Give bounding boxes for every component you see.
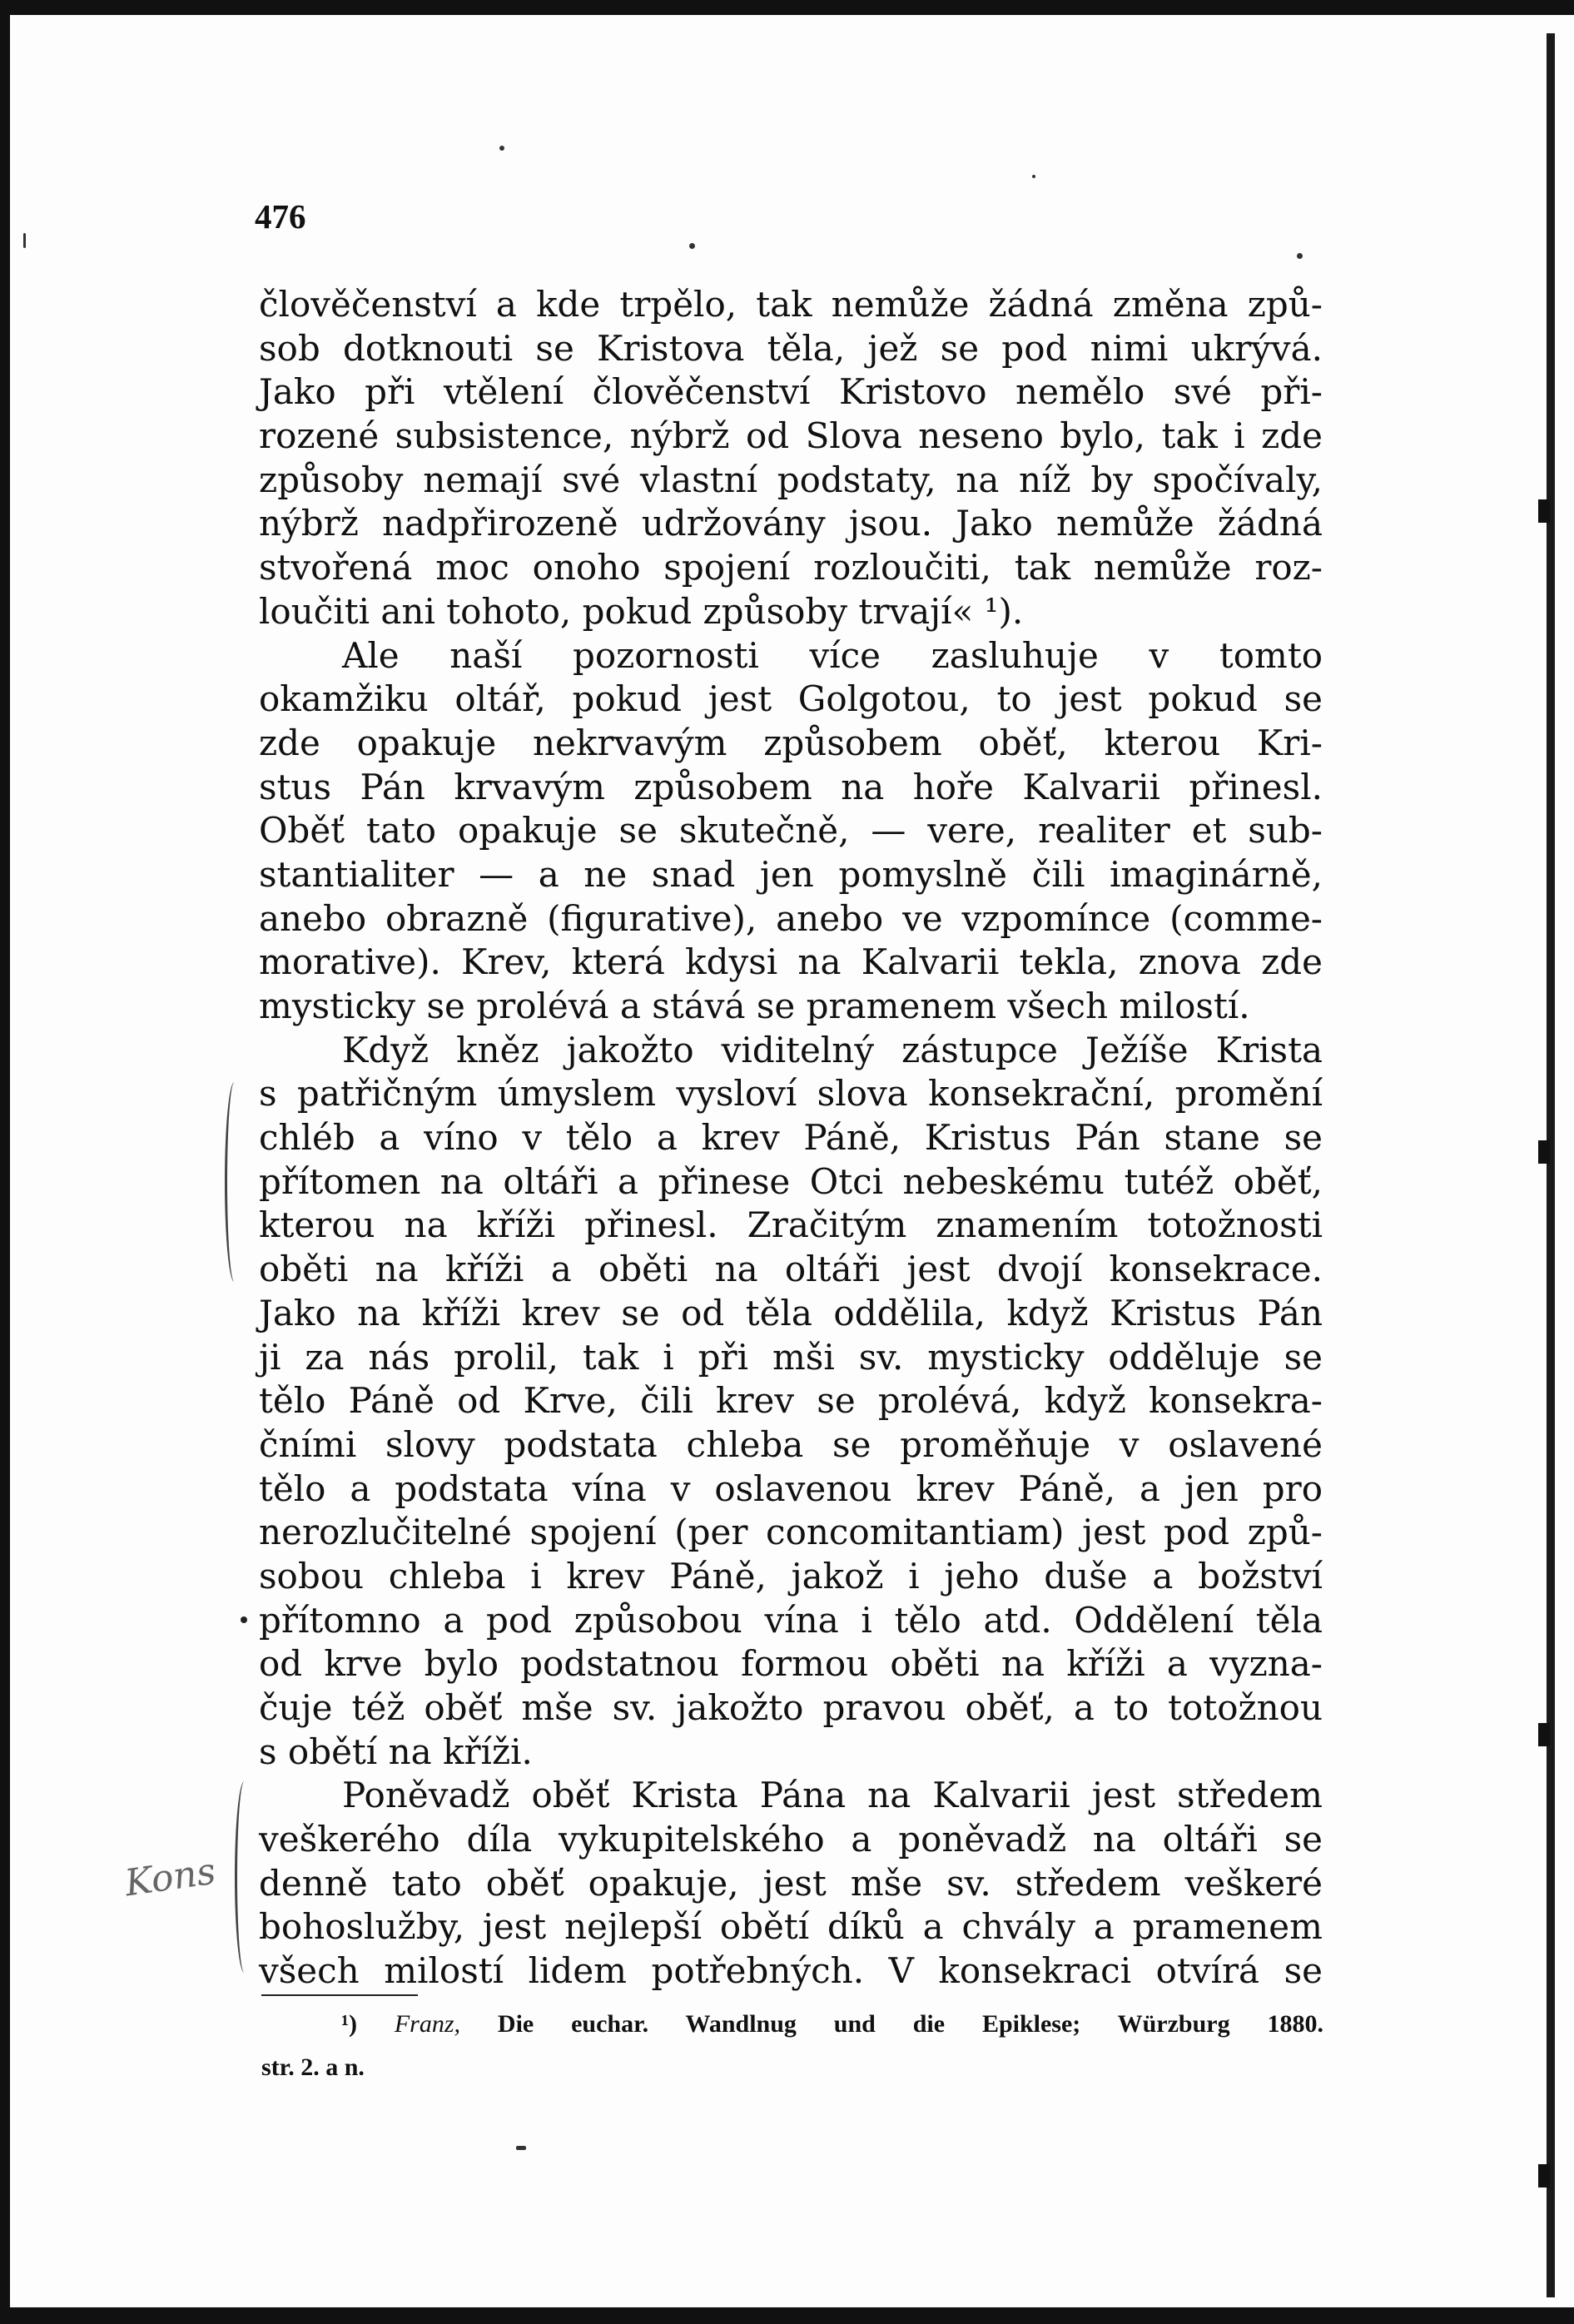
- text-line: přítomen na oltáři a přinese Otci nebeskému tutéž oběť,: [259, 1160, 1323, 1202]
- text-line: stantialiter — a ne snad jen pomyslně čili imaginárně,: [259, 853, 1323, 895]
- scan-speck: [1297, 253, 1303, 259]
- text-line: Oběť tato opakuje se skutečně, — vere, realiter et sub-: [259, 810, 1323, 852]
- text-line: s patřičným úmyslem vysloví slova konsekrační, promění: [259, 1073, 1323, 1115]
- scan-speck: [1032, 175, 1035, 178]
- text-line: všech milostí lidem potřebných. V konsekraci otvírá se: [259, 1950, 1323, 1992]
- text-line: nerozlučitelné spojení (per concomitantiam) jest pod způ-: [259, 1512, 1323, 1553]
- text-line: sobou chleba i krev Páně, jakož i jeho duše a božství: [259, 1555, 1323, 1597]
- footnote-line: [261, 2003, 1323, 2046]
- text-line: oběti na kříži a oběti na oltáři jest dvojí konsekrace.: [259, 1249, 1323, 1290]
- footnote-citation: Die euchar. Wandlnug und die Epiklese; Würzburg 1880.: [497, 2010, 1323, 2038]
- scan-border-bottom: [0, 2307, 1574, 2324]
- margin-bracket: [235, 1781, 254, 1973]
- margin-handwritten-note: Kons: [122, 1850, 219, 1905]
- footnote-rule: [261, 1994, 418, 1996]
- footnote: [261, 2003, 1323, 2089]
- text-line: nýbrž nadpřirozeně udržovány jsou. Jako nemůže žádná: [259, 503, 1323, 544]
- text-line: člověčenství a kde trpělo, tak nemůže žádná změna způ-: [259, 284, 1323, 325]
- text-line: morative). Krev, která kdysi na Kalvarii tekla, znova zde: [259, 941, 1323, 983]
- text-line: okamžiku oltář, pokud jest Golgotou, to jest pokud se: [259, 678, 1323, 720]
- footnote-line: str. 2. a n.: [261, 2053, 365, 2081]
- text-line: tělo a podstata vína v oslavenou krev Páně, a jen pro: [259, 1467, 1323, 1509]
- margin-bracket: [225, 1082, 244, 1282]
- text-line: zde opakuje nekrvavým způsobem oběť, kterou Kri-: [259, 722, 1323, 763]
- scan-border-left: [0, 0, 10, 2324]
- text-line: anebo obrazně (figurative), anebo ve vzpomínce (comme-: [259, 897, 1323, 939]
- text-line: loučiti ani tohoto, pokud způsoby trvají« ¹).: [259, 590, 1024, 632]
- scan-speck: [23, 233, 26, 248]
- text-line: Poněvadž oběť Krista Pána na Kalvarii jest středem: [342, 1775, 1323, 1816]
- text-line: Když kněz jakožto viditelný zástupce Ježíše Krista: [342, 1029, 1323, 1070]
- text-line: kterou na kříži přinesl. Zračitým znamením totožnosti: [259, 1204, 1323, 1246]
- text-line: stus Pán krvavým způsobem na hoře Kalvarii přinesl.: [259, 766, 1323, 807]
- text-line: mysticky se prolévá a stává se pramenem všech milostí.: [259, 986, 1250, 1026]
- scan-notch: [1538, 2164, 1550, 2187]
- text-line: tělo Páně od Krve, čili krev se prolévá, když konsekra-: [259, 1380, 1323, 1422]
- text-line: s obětí na kříži.: [259, 1731, 533, 1772]
- text-line: stvořená moc onoho spojení rozloučiti, tak nemůže roz-: [259, 547, 1323, 588]
- scan-border-top: [0, 0, 1574, 15]
- text-line: od krve bylo podstatnou formou oběti na kříži a vyzna-: [259, 1643, 1323, 1685]
- scan-notch: [1538, 1723, 1550, 1746]
- text-line: ji za nás prolil, tak i při mši sv. mysticky odděluje se: [259, 1336, 1323, 1378]
- body-text: [259, 283, 1323, 1994]
- scan-notch: [1538, 499, 1550, 523]
- text-line: sob dotknouti se Kristova těla, jež se pod nimi ukrývá.: [259, 327, 1323, 369]
- scan-speck: [689, 243, 695, 249]
- scan-border-right: [1547, 33, 1555, 2297]
- text-line: Ale naší pozornosti více zasluhuje v tomto: [342, 634, 1323, 676]
- scan-speck: [499, 146, 504, 151]
- margin-dot: [241, 1616, 247, 1623]
- footnote-author: Franz,: [394, 2010, 461, 2038]
- text-line: Jako na kříži krev se od těla oddělila, když Kristus Pán: [259, 1292, 1323, 1333]
- text-line: čuje též oběť mše sv. jakožto pravou oběť, a to totožnou: [259, 1687, 1323, 1728]
- text-line: čními slovy podstata chleba se proměňuje v oslavené: [259, 1423, 1323, 1465]
- page-number: 476: [255, 197, 306, 236]
- text-line: způsoby nemají své vlastní podstaty, na níž by spočívaly,: [259, 459, 1323, 500]
- text-line: rozené subsistence, nýbrž od Slova neseno bylo, tak i zde: [259, 415, 1323, 457]
- text-line: veškerého díla vykupitelského a poněvadž na oltáři se: [259, 1819, 1323, 1860]
- text-line: chléb a víno v tělo a krev Páně, Kristus Pán stane se: [259, 1117, 1323, 1159]
- text-line: denně tato oběť opakuje, jest mše sv. středem veškeré: [259, 1862, 1323, 1904]
- text-line: Jako při vtělení člověčenství Kristovo nemělo své při-: [259, 371, 1323, 413]
- scan-speck: [516, 2146, 526, 2150]
- footnote-marker: ¹): [341, 2010, 357, 2038]
- text-line: přítomno a pod způsobou vína i tělo atd. Oddělení těla: [259, 1599, 1323, 1641]
- scan-notch: [1538, 1140, 1550, 1164]
- text-line: bohoslužby, jest nejlepší obětí díků a chvály a pramenem: [259, 1906, 1323, 1948]
